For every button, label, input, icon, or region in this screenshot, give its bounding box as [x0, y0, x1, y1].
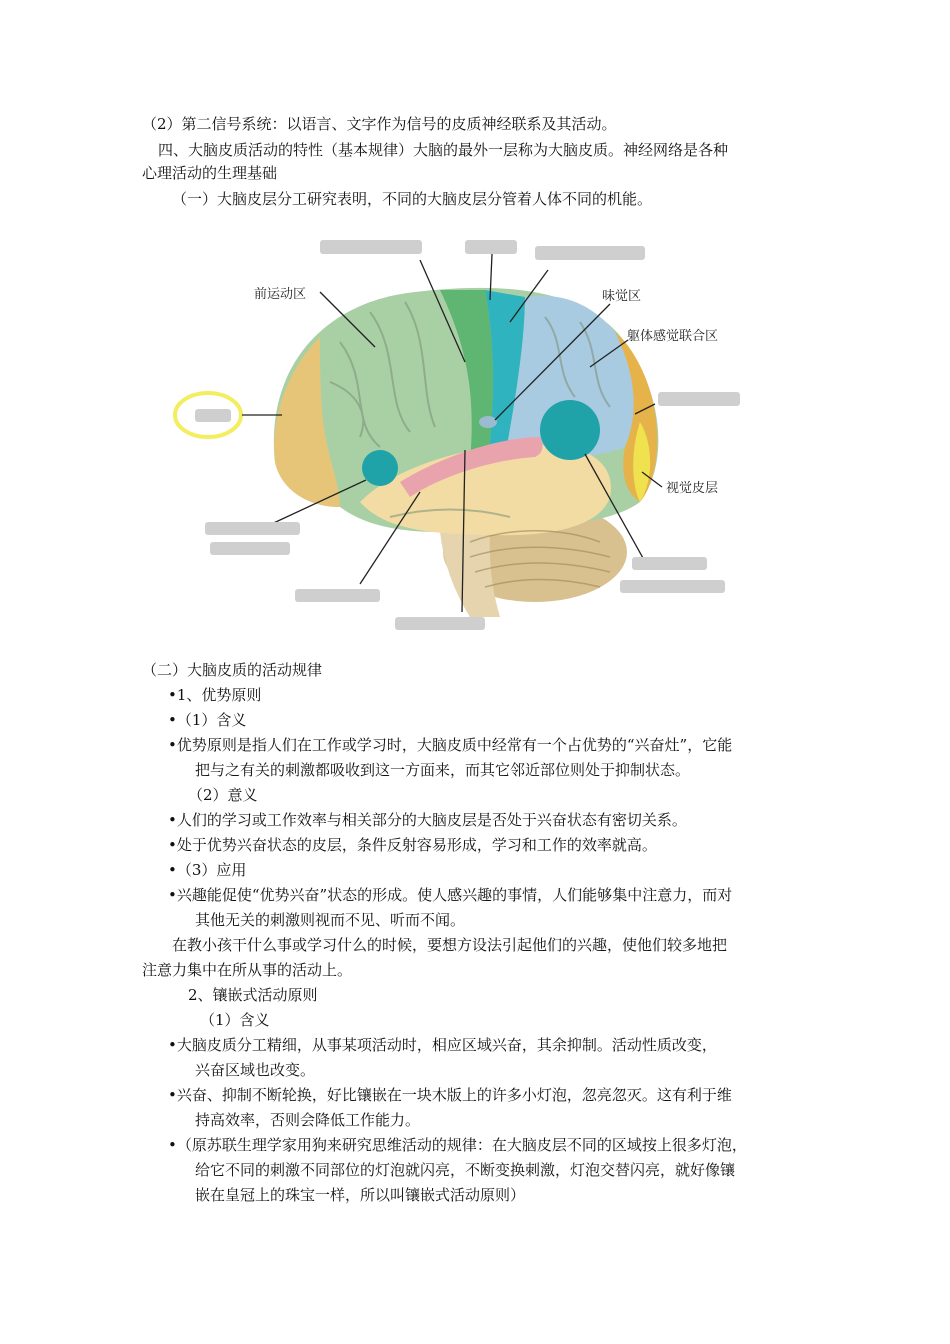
intro-line-2: 四、大脑皮质活动的特性（基本规律）大脑的最外一层称为大脑皮质。神经网络是各种 [158, 141, 729, 159]
bullet-mosaic-1b: 兴奋区域也改变。 [195, 1061, 316, 1079]
bullet-significance-2: •处于优势兴奋状态的皮层，条件反射容易形成，学习和工作的效率就高。 [168, 836, 657, 854]
label-visual-cortex: 视觉皮层 [666, 481, 719, 496]
section2-title: （二）大脑皮质的活动规律 [142, 661, 323, 679]
bullet-application: •（3）应用 [168, 861, 247, 879]
para-children-1: 在教小孩干什么事或学习什么的时候，要想方设法引起他们的兴趣，使他们较多地把 [172, 936, 728, 954]
mosaic-principle-title: 2、镶嵌式活动原则 [188, 986, 318, 1004]
bullet-mosaic-3b: 给它不同的刺激不同部位的灯泡就闪亮，不断变换刺激，灯泡交替闪亮，就好像镶 [195, 1161, 736, 1179]
bullet-mosaic-2a: •兴奋、抑制不断轮换，好比镶嵌在一块木版上的许多小灯泡，忽亮忽灭。这有利于维 [168, 1086, 732, 1104]
para-children-2: 注意力集中在所从事的活动上。 [142, 961, 353, 979]
bullet-dominance: •1、优势原则 [168, 686, 262, 704]
brain-illustration [170, 232, 760, 642]
mosaic-meaning: （1）含义 [200, 1011, 270, 1029]
label-taste: 味觉区 [602, 289, 642, 304]
intro-line-4: （一）大脑皮层分工研究表明，不同的大脑皮层分管着人体不同的机能。 [172, 190, 653, 208]
wernicke-area [540, 400, 600, 460]
bullet-dominance-def-1: •优势原则是指人们在工作或学习时，大脑皮质中经常有一个占优势的“兴奋灶”，它能 [168, 736, 733, 754]
intro-line-1: （2）第二信号系统：以语言、文字作为信号的皮质神经联系及其活动。 [142, 115, 617, 133]
intro-line-3: 心理活动的生理基础 [142, 164, 278, 182]
bullet-mosaic-2b: 持高效率，否则会降低工作能力。 [195, 1111, 421, 1129]
bullet-interest-1: •兴趣能促使“优势兴奋”状态的形成。使人感兴趣的事情，人们能够集中注意力，而对 [168, 886, 733, 904]
label-somatosensory-assoc: 躯体感觉联合区 [627, 329, 719, 344]
brain-cortex-diagram [170, 232, 760, 642]
bullet-interest-2: 其他无关的刺激则视而不见、听而不闻。 [195, 911, 466, 929]
bullet-meaning-1: •（1）含义 [168, 711, 247, 729]
bullet-mosaic-3a: •（原苏联生理学家用狗来研究思维活动的规律：在大脑皮层不同的区域按上很多灯泡， [168, 1136, 747, 1154]
sub-significance: （2）意义 [188, 786, 258, 804]
broca-area [362, 450, 398, 486]
bullet-mosaic-3c: 嵌在皇冠上的珠宝一样，所以叫镶嵌式活动原则） [195, 1186, 526, 1204]
taste-marker [479, 416, 497, 428]
bullet-dominance-def-2: 把与之有关的刺激都吸收到这一方面来，而其它邻近部位则处于抑制状态。 [195, 761, 691, 779]
label-premotor: 前运动区 [254, 287, 307, 302]
bullet-mosaic-1a: •大脑皮质分工精细，从事某项活动时，相应区域兴奋，其余抑制。活动性质改变， [168, 1036, 717, 1054]
bullet-significance-1: •人们的学习或工作效率与相关部分的大脑皮层是否处于兴奋状态有密切关系。 [168, 811, 687, 829]
